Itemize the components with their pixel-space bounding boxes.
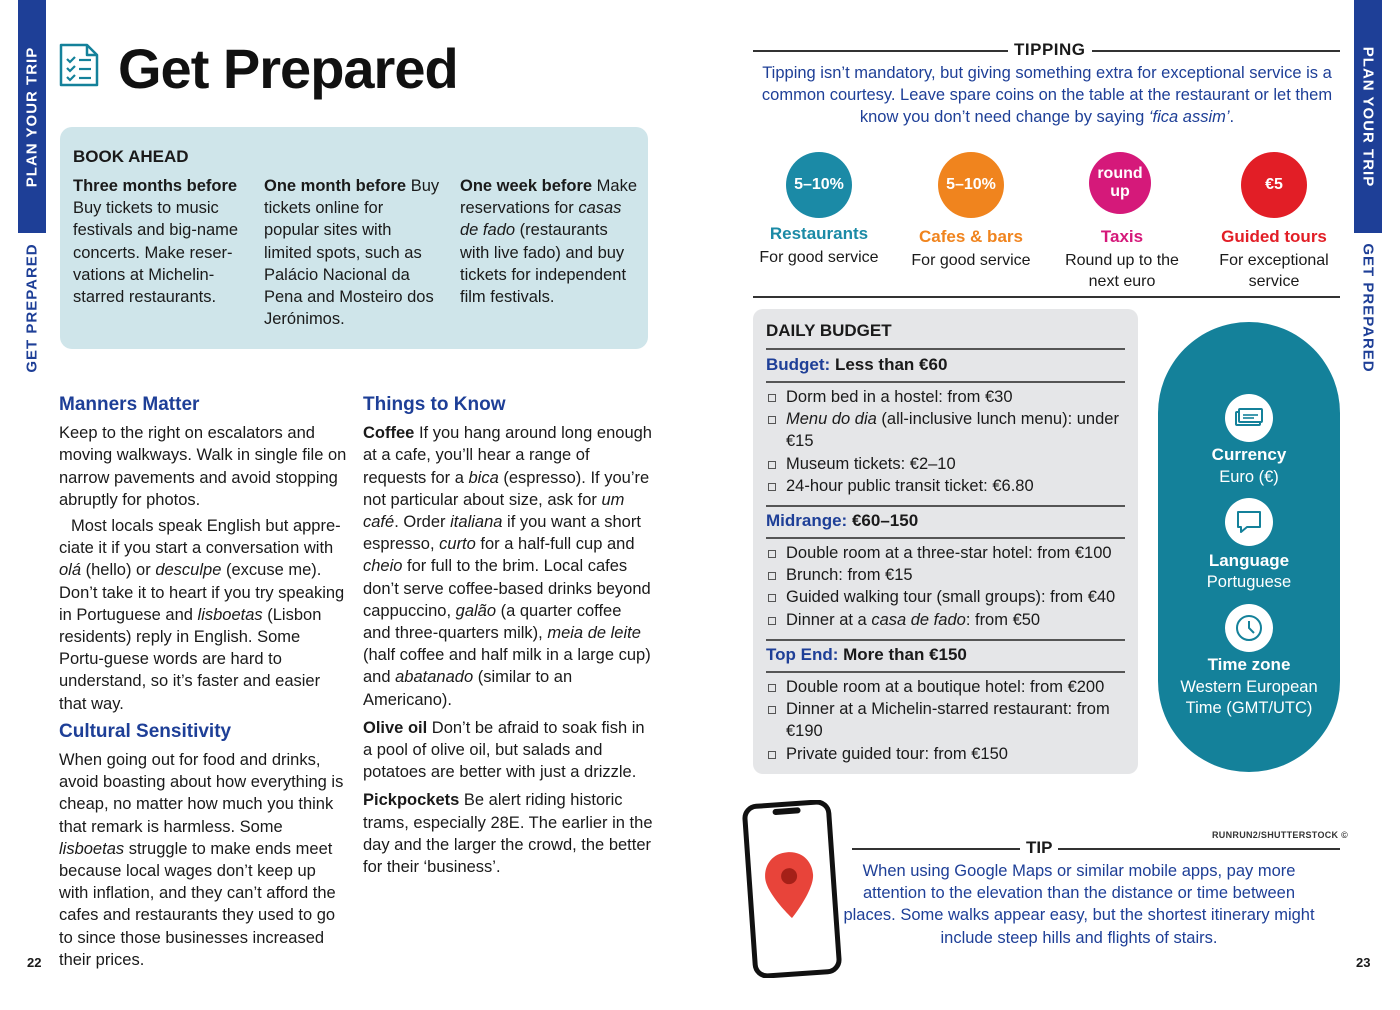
cultural-p1-c: struggle to make ends meet because local wages don’t keep up with inflation, and they can’t afford the cafes and restaurants they used to go to since those businesses increased their prices. <box>59 839 336 969</box>
cultural-heading: Cultural Sensitivity <box>59 720 232 742</box>
book-ahead-text-3a: Make reservations for <box>460 177 638 218</box>
budget-title: DAILY BUDGET <box>766 321 892 340</box>
tip-circle-taxis: round up <box>1089 152 1151 214</box>
tip-label-restaurants: Restaurants <box>769 224 869 243</box>
cultural-p1-b: lisboetas <box>59 839 125 858</box>
pickpockets-text: Be alert riding historic trams, especially 28E. The earlier in the day and the larger the crowd, the better for their ‘business’. <box>363 791 653 877</box>
pickpockets-lead: Pickpockets <box>363 791 460 810</box>
olive-text: Don’t be afraid to soak fish in a pool of olive oil, but salads and potatoes are better with just a drizzle. <box>363 718 645 782</box>
coffee-c: (espresso). If you’re not particular about size, ask for <box>363 468 650 509</box>
coffee-i: for a half-full cup and <box>480 535 635 554</box>
book-ahead-col-2 <box>264 175 442 330</box>
budget-item-italic: casa de fado <box>871 610 966 629</box>
manners-p2-f: lisboetas <box>197 605 263 624</box>
manners-p2-b: olá <box>59 561 82 580</box>
budget-divider <box>766 381 1125 383</box>
page-number-left: 22 <box>27 955 42 970</box>
tipping-text-a: Tipping isn’t mandatory, but giving something extra for exceptional service is a common courtesy. Leave spare coins on the table at the restaurant or let them know you don’t need change by saying <box>761 64 1333 127</box>
coffee-h: curto <box>439 535 476 554</box>
tip-circle-restaurants: 5–10% <box>786 152 852 218</box>
daily-budget-box <box>753 309 1138 774</box>
manners-p2-c: (hello) or <box>85 561 151 580</box>
book-ahead-lead-1: Three months before <box>73 177 238 195</box>
tipping-text <box>752 62 1342 129</box>
coffee-g: if you want a short espresso, <box>363 513 641 554</box>
olive-oil-paragraph <box>363 717 653 784</box>
coffee-b: bica <box>468 468 499 487</box>
manners-p2-a: Most locals speak English but appre-ciate it if you start a conversation with <box>59 517 341 558</box>
book-ahead-lead-3: One week before <box>460 177 593 195</box>
manners-p2-g: (Lisbon residents) reply in English. Some Portu-guese words are hard to understand, so it’s faster and easier that way. <box>59 605 322 713</box>
info-value-time-zone: Western European Time (GMT/UTC) <box>1180 678 1318 717</box>
coffee-f: italiana <box>450 513 503 532</box>
budget-divider <box>766 537 1125 539</box>
left-tab-get-prepared <box>18 233 46 383</box>
list-item: Private guided tour: from €150 <box>766 743 1126 765</box>
budget-list-budget <box>766 386 1126 497</box>
coffee-k: for full to the brim. Local cafes don’t serve coffee-based drinks beyond cappuccino, <box>363 557 651 620</box>
book-ahead-text-3b: casas de fado <box>460 199 622 240</box>
tipping-text-c: . <box>1229 108 1235 127</box>
tipping-bottom-rule <box>753 296 1340 298</box>
list-item: Brunch: from €15 <box>766 564 1126 586</box>
budget-divider <box>766 639 1125 641</box>
info-value-currency: Euro (€) <box>1219 468 1279 486</box>
manners-paragraph-2 <box>59 515 349 715</box>
book-ahead-box <box>60 127 648 349</box>
left-tab-prepared-label: GET PREPARED <box>23 243 41 373</box>
manners-heading: Manners Matter <box>59 394 200 415</box>
book-ahead-lead-2: One month before <box>264 177 407 195</box>
manners-p2-d: desculpe <box>155 561 222 580</box>
page-title: Get Prepared <box>118 37 458 100</box>
tip-label: TIP <box>1020 838 1058 858</box>
right-tab-prepared-label: GET PREPARED <box>1359 243 1377 373</box>
tipping-text-b: ‘fica assim’ <box>1148 108 1230 127</box>
manners-paragraph-1: Keep to the right on escalators and moving walkways. Walk in single file on narrow pavements and avoid stopping abruptly for photos. <box>59 424 347 509</box>
tip-sub-guided-tours: For exceptional service <box>1219 252 1329 290</box>
clock-icon <box>1225 604 1273 652</box>
info-label-language: Language <box>1208 551 1290 570</box>
budget-tier-budget <box>766 355 947 375</box>
coffee-p: abatanado <box>395 668 474 687</box>
budget-divider <box>766 671 1125 673</box>
banknote-icon <box>1225 394 1273 442</box>
right-tab-plan-label: PLAN YOUR TRIP <box>1359 46 1377 187</box>
tip-rule <box>852 848 1340 850</box>
list-item: Dorm bed in a hostel: from €30 <box>766 386 1126 408</box>
budget-item-italic: Menu do dia <box>786 410 877 429</box>
coffee-q: (similar to an Americano). <box>363 668 573 709</box>
coffee-o: (half coffee and half milk in a large cup) and <box>363 646 651 687</box>
info-value-language: Portuguese <box>1206 573 1292 591</box>
list-item: Guided walking tour (small groups): from €40 <box>766 586 1126 608</box>
list-item: 24-hour public transit ticket: €6.80 <box>766 475 1126 497</box>
budget-item-text: : from €50 <box>965 610 1041 629</box>
info-label-time-zone: Time zone <box>1207 655 1291 674</box>
list-item <box>766 609 1126 631</box>
book-ahead-text-3c: (restaurants with live fado) and buy tickets for independent film festivals. <box>460 221 627 307</box>
cultural-p1-a: When going out for food and drinks, avoid boasting about how everything is cheap, no matter how much you think that remark is harmless. Some <box>59 751 344 836</box>
tip-circle-guided-tours: €5 <box>1241 152 1307 218</box>
tip-label-taxis: Taxis <box>1100 227 1144 246</box>
tip-label-guided-tours: Guided tours <box>1221 227 1327 246</box>
coffee-e: . Order <box>394 513 446 532</box>
photo-credit: RUNRUN2/SHUTTERSTOCK © <box>1212 830 1349 840</box>
left-tab-plan-label: PLAN YOUR TRIP <box>23 46 41 187</box>
budget-item-text: Dinner at a <box>786 610 867 629</box>
book-ahead-col-1 <box>73 175 251 308</box>
right-tab-get-prepared <box>1354 233 1382 383</box>
tipping-label: TIPPING <box>1008 40 1092 60</box>
left-tab-plan-your-trip <box>18 0 46 233</box>
coffee-d: um café <box>363 490 625 532</box>
coffee-paragraph <box>363 422 653 711</box>
list-item: Dinner at a Michelin-starred restaurant: from €190 <box>766 698 1126 742</box>
book-ahead-col-3 <box>460 175 638 308</box>
left-text-column <box>59 394 349 975</box>
info-label-currency: Currency <box>1211 445 1287 464</box>
cultural-paragraph <box>59 749 349 971</box>
tip-text: When using Google Maps or similar mobile apps, pay more attention to the elevation than the distance or time between places. Some walks appear easy, but the shortest itinerary might include steep hills and flights of stairs. <box>843 862 1315 947</box>
right-tab-plan-your-trip <box>1354 0 1382 233</box>
olive-lead: Olive oil <box>363 718 428 737</box>
tip-circle-cafes: 5–10% <box>938 152 1004 218</box>
tip-label-cafes: Cafes & bars <box>919 227 1023 246</box>
budget-tier-range: €60–150 <box>851 511 919 530</box>
budget-tier-name: Top End: <box>766 645 839 664</box>
coffee-l: galão <box>455 601 497 620</box>
book-ahead-text-2: Buy tickets online for popular sites with limited spots, such as Palácio Nacional da Pena and Mosteiro dos Jerónimos. <box>264 177 440 329</box>
speech-bubble-icon <box>1225 498 1273 546</box>
budget-list-midrange <box>766 542 1126 631</box>
pickpockets-paragraph <box>363 789 653 878</box>
coffee-a: If you hang around long enough at a cafe, you’ll hear a range of requests for a <box>363 424 652 487</box>
things-heading: Things to Know <box>363 394 506 415</box>
coffee-n: meia de leite <box>547 624 641 643</box>
coffee-j: cheio <box>363 557 403 576</box>
coffee-m: (a quarter coffee and three-quarters milk), <box>363 601 622 643</box>
book-ahead-text-1: Buy tickets to music festivals and big-name concerts. Make reser-vations at Michelin-starred restaurants. <box>73 199 239 307</box>
info-pill <box>1158 322 1340 772</box>
list-item <box>766 408 1126 452</box>
budget-divider <box>766 505 1125 507</box>
tip-sub-taxis: Round up to the next euro <box>1065 252 1179 290</box>
coffee-lead: Coffee <box>363 424 415 443</box>
manners-p2-e: (excuse me). Don’t take it to heart if you try speaking in Portuguese and <box>59 561 345 624</box>
budget-tier-top-end <box>766 645 967 665</box>
tip-sub-restaurants: For good service <box>759 249 879 266</box>
checklist-icon <box>58 42 100 88</box>
budget-tier-range: More than €150 <box>843 645 967 664</box>
list-item: Double room at a boutique hotel: from €200 <box>766 676 1126 698</box>
budget-item-text: (all-inclusive lunch menu): under €15 <box>786 410 1119 451</box>
middle-text-column <box>363 394 653 882</box>
phone-map-pin-illustration <box>742 800 842 978</box>
tip-sub-cafes: For good service <box>911 252 1031 269</box>
list-item: Double room at a three-star hotel: from €100 <box>766 542 1126 564</box>
budget-list-top-end <box>766 676 1126 765</box>
budget-divider <box>766 348 1125 350</box>
budget-tier-name: Midrange: <box>766 511 848 530</box>
budget-tier-name: Budget: <box>766 355 831 374</box>
book-ahead-heading: BOOK AHEAD <box>73 147 189 166</box>
budget-tier-midrange <box>766 511 918 531</box>
budget-tier-range: Less than €60 <box>834 355 948 374</box>
list-item: Museum tickets: €2–10 <box>766 453 1126 475</box>
page-number-right: 23 <box>1356 955 1371 970</box>
